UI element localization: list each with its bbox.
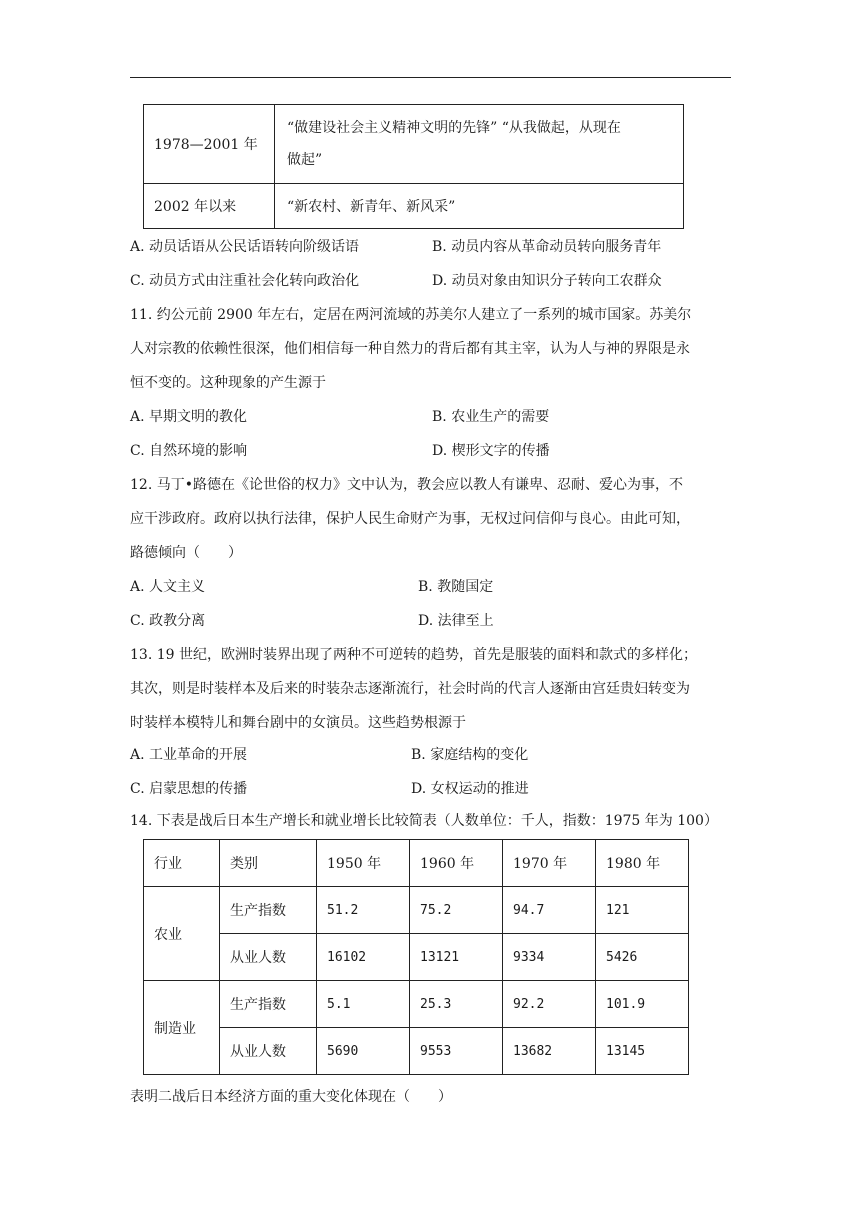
q10-option-a: A. 动员话语从公民话语转向阶级话语 xyxy=(130,239,360,255)
q13-option-d: D. 女权运动的推进 xyxy=(411,781,529,797)
table-row xyxy=(144,1028,689,1075)
table-row xyxy=(144,934,689,981)
table-cell-category: 生产指数 xyxy=(220,981,317,1028)
q14-stem-line: 14. 下表是战后日本生产增长和就业增长比较简表（人数单位：千人，指数：1975 年为 100） xyxy=(130,813,718,829)
table-cell-value: 5690 xyxy=(317,1028,410,1075)
table-cell-value: 13682 xyxy=(503,1028,596,1075)
q10-option-d: D. 动员对象由知识分子转向工农群众 xyxy=(432,273,662,289)
table-cell-industry: 制造业 xyxy=(144,981,220,1075)
table-row xyxy=(144,184,684,229)
q11-stem-line: 11. 约公元前 2900 年左右，定居在两河流域的苏美尔人建立了一系列的城市国家。苏美尔 xyxy=(130,307,692,323)
content-line: 做起” xyxy=(287,152,323,168)
table-row xyxy=(144,887,689,934)
table-cell-value: 92.2 xyxy=(503,981,596,1028)
q12-option-d: D. 法律至上 xyxy=(418,613,494,629)
q13-stem-line: 13. 19 世纪，欧洲时装界出现了两种不可逆转的趋势，首先是服装的面料和款式的多样化； xyxy=(130,647,697,663)
table-header-cell: 1970 年 xyxy=(503,840,596,887)
table-cell-value: 9334 xyxy=(503,934,596,981)
header-rule xyxy=(130,77,731,78)
table-cell-value: 121 xyxy=(596,887,689,934)
table-cell-value: 5.1 xyxy=(317,981,410,1028)
table-cell-category: 生产指数 xyxy=(220,887,317,934)
q12-stem-line: 12. 马丁•路德在《论世俗的权力》文中认为，教会应以教人有谦卑、忍耐、爱心为事，不 xyxy=(130,477,683,493)
table-cell-content xyxy=(275,105,684,184)
table-cell-category: 从业人数 xyxy=(220,934,317,981)
table-cell-value: 16102 xyxy=(317,934,410,981)
table-cell-value: 13145 xyxy=(596,1028,689,1075)
table-cell-period: 1978—2001 年 xyxy=(144,105,275,184)
table-cell-value: 51.2 xyxy=(317,887,410,934)
q13-option-b: B. 家庭结构的变化 xyxy=(411,747,529,763)
table-cell-value: 5426 xyxy=(596,934,689,981)
q13-stem-line: 其次，则是时装样本及后来的时装杂志逐渐流行，社会时尚的代言人逐渐由宫廷贵妇转变为 xyxy=(130,681,690,697)
table-row xyxy=(144,981,689,1028)
table-header-cell: 1980 年 xyxy=(596,840,689,887)
q12-option-c: C. 政教分离 xyxy=(130,613,206,629)
q13-option-a: A. 工业革命的开展 xyxy=(130,747,248,763)
table-cell-value: 25.3 xyxy=(410,981,503,1028)
table-cell-category: 从业人数 xyxy=(220,1028,317,1075)
table-header-cell: 1950 年 xyxy=(317,840,410,887)
q13-stem-line: 时装样本模特儿和舞台剧中的女演员。这些趋势根源于 xyxy=(130,715,466,731)
table-cell-value: 94.7 xyxy=(503,887,596,934)
q11-option-a: A. 早期文明的教化 xyxy=(130,409,248,425)
table-cell-industry: 农业 xyxy=(144,887,220,981)
table-cell-content: “新农村、新青年、新风采” xyxy=(275,184,684,229)
table-cell-period: 2002 年以来 xyxy=(144,184,275,229)
table-header-cell: 1960 年 xyxy=(410,840,503,887)
q12-option-a: A. 人文主义 xyxy=(130,579,206,595)
content-line: “做建设社会主义精神文明的先锋” “从我做起，从现在 xyxy=(287,120,621,136)
table-cell-value: 9553 xyxy=(410,1028,503,1075)
table-cell-value: 75.2 xyxy=(410,887,503,934)
table-cell-value: 101.9 xyxy=(596,981,689,1028)
q12-stem-line: 应干涉政府。政府以执行法律，保护人民生命财产为事，无权过问信仰与良心。由此可知， xyxy=(130,511,690,527)
japan-growth-table xyxy=(143,839,689,1075)
q11-stem-line: 恒不变的。这种现象的产生源于 xyxy=(130,375,326,391)
q11-option-c: C. 自然环境的影响 xyxy=(130,443,248,459)
table-header-row xyxy=(144,840,689,887)
table-header-cell: 类别 xyxy=(220,840,317,887)
q11-stem-line: 人对宗教的依赖性很深，他们相信每一种自然力的背后都有其主宰，认为人与神的界限是永 xyxy=(130,341,690,357)
table-header-cell: 行业 xyxy=(144,840,220,887)
q12-option-b: B. 教随国定 xyxy=(418,579,494,595)
q11-option-d: D. 楔形文字的传播 xyxy=(432,443,550,459)
q13-option-c: C. 启蒙思想的传播 xyxy=(130,781,248,797)
q11-option-b: B. 农业生产的需要 xyxy=(432,409,550,425)
youth-mobilization-table xyxy=(143,104,684,229)
q10-option-c: C. 动员方式由注重社会化转向政治化 xyxy=(130,273,360,289)
table-cell-value: 13121 xyxy=(410,934,503,981)
table-row xyxy=(144,105,684,184)
q14-followup: 表明二战后日本经济方面的重大变化体现在（ ） xyxy=(130,1089,452,1105)
q10-option-b: B. 动员内容从革命动员转向服务青年 xyxy=(432,239,662,255)
q12-stem-line: 路德倾向（ ） xyxy=(130,545,242,561)
